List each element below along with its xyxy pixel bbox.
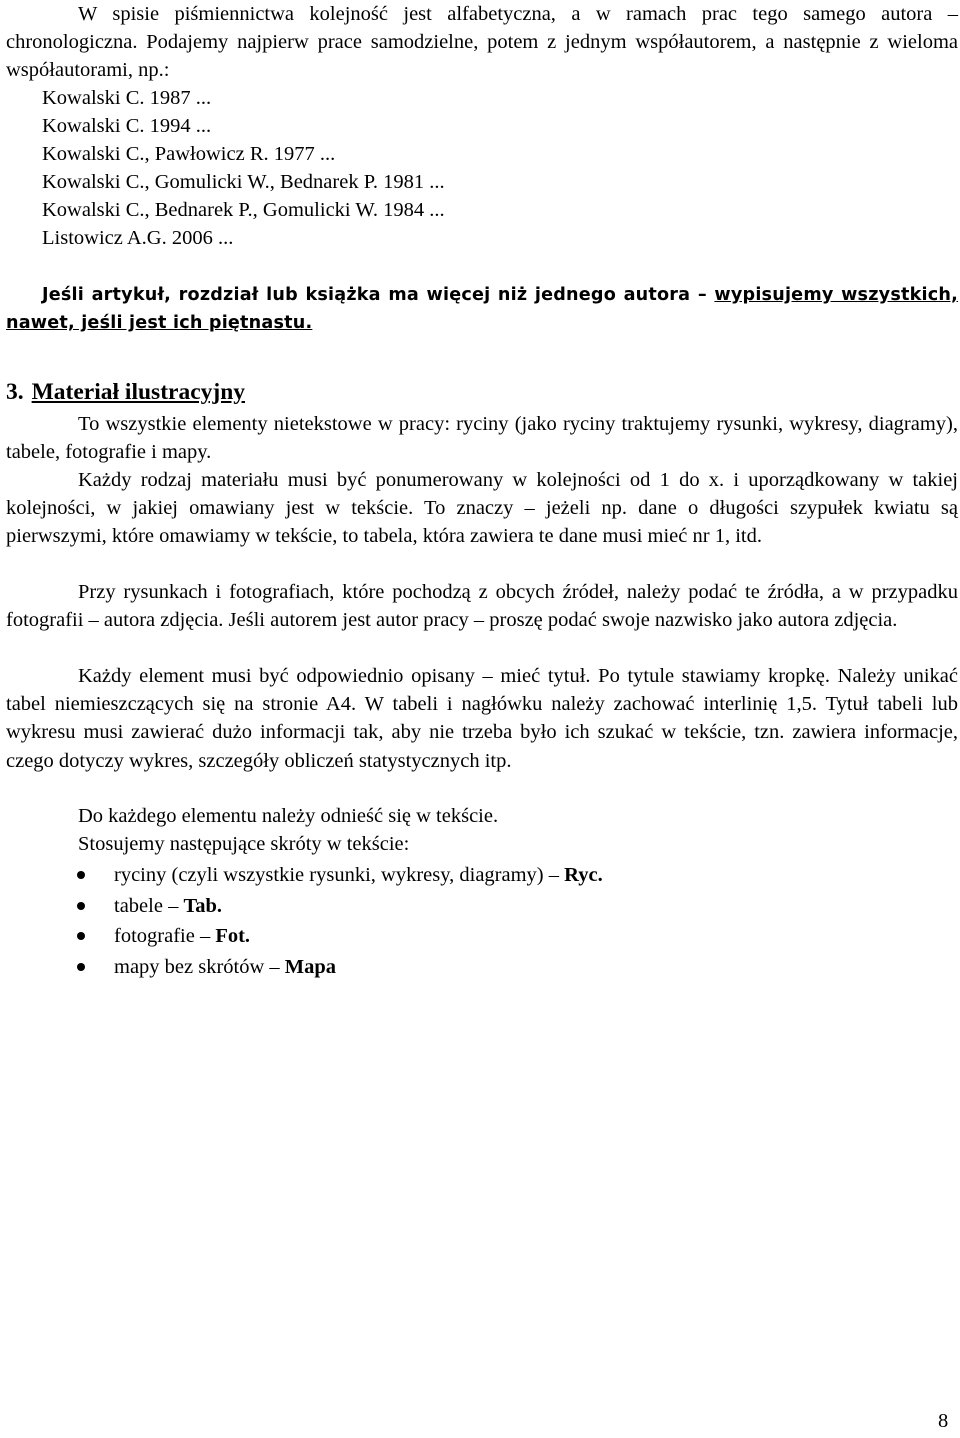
paragraph-text: To wszystkie elementy nietekstowe w pracy: ryciny (jako ryciny traktujemy rysunki, wykresy, diagramy), tabele, fotografie i mapy.: [6, 413, 958, 464]
reference-entry: Kowalski C. 1994 ...: [42, 115, 212, 137]
paragraph-text: Przy rysunkach i fotografiach, które pochodzą z obcych źródeł, należy podać te źródła, a w przypadku fotografii – autora zdjęcia. Jeśli autorem jest autor pracy – proszę podać swoje nazwisko jako autora zdjęcia.: [6, 581, 958, 632]
bold-note-underlined-text: wypisujemy wszystkich, nawet, jeśli jest ich piętnastu.: [6, 285, 958, 333]
paragraph-text: Każdy element musi być odpowiednio opisany – mieć tytuł. Po tytule stawiamy kropkę. Należy unikać tabel niemieszczących się na stronie A4. W tabeli i nagłówku należy zachować interlinię 1,5. Tytuł tabeli lub wykresu musi zawierać dużo informacji tak, aby nie trzeba było ich szukać w tekście, tzn. zawiera informacje, czego dotyczy wykres, szczegóły obliczeń statystycznych itp.: [6, 665, 958, 772]
paragraph-sources: [6, 578, 958, 634]
list-item-text: ryciny (czyli wszystkie rysunki, wykresy, diagramy) –: [114, 864, 565, 886]
intro-text: W spisie piśmiennictwa kolejność jest alfabetyczna, a w ramach prac tego samego autora – chronologiczna. Podajemy najpierw prace samodzielne, potem z jednym współautorem, a następnie z wieloma współautorami, np.:: [6, 3, 958, 82]
list-item-text: tabele –: [114, 894, 184, 917]
paragraph-text: Stosujemy następujące skróty w tekście:: [78, 833, 410, 855]
list-item: [0, 891, 960, 922]
reference-entry: Listowicz A.G. 2006 ...: [42, 227, 234, 249]
paragraph-text: Do każdego elementu należy odnieść się w tekście.: [78, 805, 499, 827]
section-title: Materiał ilustracyjny: [31, 379, 246, 405]
bold-note: [6, 281, 958, 337]
list-item-text: mapy bez skrótów –: [114, 955, 285, 978]
section-number: 3.: [6, 379, 24, 405]
intro-paragraph: [6, 0, 958, 85]
bullet-icon: [77, 932, 85, 940]
paragraph-reference: [6, 802, 958, 830]
reference-entry: Kowalski C., Bednarek P., Gomulicki W. 1984 ...: [42, 199, 445, 221]
page-number: 8: [938, 1410, 949, 1432]
abbreviation-list: [0, 860, 960, 982]
paragraph-description: [6, 662, 958, 775]
reference-entry: Kowalski C., Gomulicki W., Bednarek P. 1981 ...: [42, 171, 445, 193]
list-item: [0, 860, 960, 891]
reference-entry: Kowalski C. 1987 ...: [42, 87, 212, 109]
list-item-abbreviation: Ryc.: [564, 864, 603, 886]
bullet-icon: [77, 963, 85, 971]
section-heading: [6, 377, 245, 407]
reference-entry: Kowalski C., Pawłowicz R. 1977 ...: [42, 143, 336, 165]
bold-note-text: Jeśli artykuł, rozdział lub książka ma więcej niż jednego autora –: [42, 285, 715, 305]
list-item: [0, 921, 960, 952]
list-item: [0, 952, 960, 983]
paragraph-abbreviations-intro: [6, 830, 958, 858]
list-item-abbreviation: Tab.: [183, 894, 223, 917]
paragraph-definition: [6, 410, 958, 466]
list-item-text: fotografie –: [114, 925, 216, 947]
bullet-icon: [77, 871, 85, 879]
bullet-icon: [77, 902, 85, 910]
list-item-abbreviation: Mapa: [284, 955, 337, 978]
paragraph-text: Każdy rodzaj materiału musi być ponumerowany w kolejności od 1 do x. i uporządkowany w takiej kolejności, w jakiej omawiany jest w tekście. To znaczy – jeżeli np. dane o długości szypułek kwiatu są pierwszymi, które omawiamy w tekście, to tabela, która zawiera te dane musi mieć nr 1, itd.: [6, 469, 958, 548]
list-item-abbreviation: Fot.: [215, 925, 251, 947]
paragraph-numbering: [6, 466, 958, 551]
